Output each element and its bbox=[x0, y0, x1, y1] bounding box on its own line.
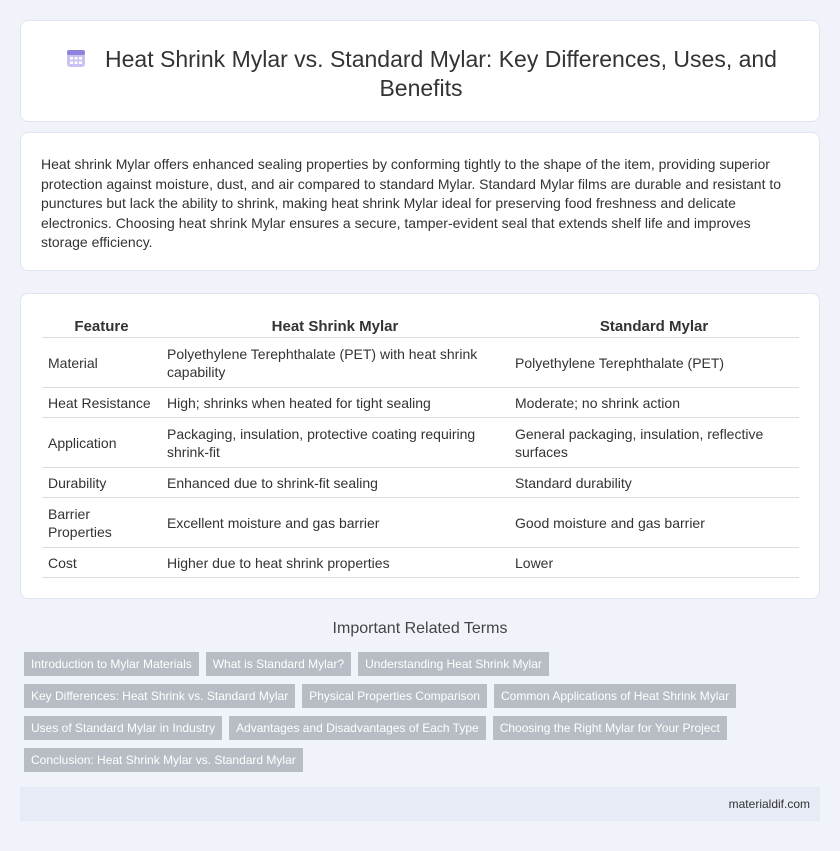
page-title bbox=[21, 45, 821, 103]
related-term-tag[interactable]: Conclusion: Heat Shrink Mylar vs. Standard Mylar bbox=[24, 748, 303, 772]
table-cell: Polyethylene Terephthalate (PET) with heat shrink capability bbox=[161, 338, 509, 388]
table-row bbox=[42, 498, 799, 548]
title-card bbox=[20, 20, 820, 122]
column-header: Heat Shrink Mylar bbox=[161, 315, 509, 338]
table-cell: Polyethylene Terephthalate (PET) bbox=[509, 338, 799, 388]
table-cell: Heat Resistance bbox=[42, 388, 161, 418]
table-cell: Excellent moisture and gas barrier bbox=[161, 498, 509, 548]
table-row bbox=[42, 468, 799, 498]
related-term-tag[interactable]: Advantages and Disadvantages of Each Type bbox=[229, 716, 486, 740]
table-cell: Barrier Properties bbox=[42, 498, 161, 548]
table-cell: Packaging, insulation, protective coating requiring shrink-fit bbox=[161, 418, 509, 468]
column-header: Standard Mylar bbox=[509, 315, 799, 338]
related-term-tag[interactable]: Understanding Heat Shrink Mylar bbox=[358, 652, 549, 676]
related-terms-list bbox=[24, 652, 824, 780]
table-cell: Standard durability bbox=[509, 468, 799, 498]
table-cell: Higher due to heat shrink properties bbox=[161, 548, 509, 578]
table-cell: Material bbox=[42, 338, 161, 388]
table-cell: Cost bbox=[42, 548, 161, 578]
table-row bbox=[42, 548, 799, 578]
table-cell: High; shrinks when heated for tight sealing bbox=[161, 388, 509, 418]
table-cell: Durability bbox=[42, 468, 161, 498]
intro-paragraph: Heat shrink Mylar offers enhanced sealing properties by conforming tightly to the shape of the item, providing superior protection against moisture, dust, and air compared to standard Mylar. Standard Mylar films are durable and resistant to punctures but lack the ability to shrink, making heat shrink Mylar ideal for preserving food freshness and delicate electronics. Choosing heat shrink Mylar ensures a secure, tamper-evident seal that extends shelf life and improves storage efficiency. bbox=[41, 156, 782, 251]
table-cell: Good moisture and gas barrier bbox=[509, 498, 799, 548]
table-header-row bbox=[42, 315, 799, 338]
table-row bbox=[42, 388, 799, 418]
table-cell: Enhanced due to shrink-fit sealing bbox=[161, 468, 509, 498]
table-cell: Application bbox=[42, 418, 161, 468]
table-cell: Moderate; no shrink action bbox=[509, 388, 799, 418]
calendar-icon bbox=[65, 47, 87, 69]
table-row bbox=[42, 418, 799, 468]
table-cell: General packaging, insulation, reflective surfaces bbox=[509, 418, 799, 468]
table-cell: Lower bbox=[509, 548, 799, 578]
column-header: Feature bbox=[42, 315, 161, 338]
related-terms-heading: Important Related Terms bbox=[332, 620, 508, 637]
footer-site-link[interactable]: materialdif.com bbox=[728, 797, 810, 811]
related-term-tag[interactable]: Physical Properties Comparison bbox=[302, 684, 487, 708]
comparison-table bbox=[42, 315, 799, 578]
related-term-tag[interactable]: Choosing the Right Mylar for Your Project bbox=[493, 716, 727, 740]
comparison-card bbox=[20, 293, 820, 599]
footer bbox=[20, 787, 820, 821]
related-term-tag[interactable]: Key Differences: Heat Shrink vs. Standard Mylar bbox=[24, 684, 295, 708]
page-title-text: Heat Shrink Mylar vs. Standard Mylar: Key Differences, Uses, and Benefits bbox=[105, 46, 777, 101]
related-term-tag[interactable]: Common Applications of Heat Shrink Mylar bbox=[494, 684, 736, 708]
related-term-tag[interactable]: Introduction to Mylar Materials bbox=[24, 652, 199, 676]
related-term-tag[interactable]: What is Standard Mylar? bbox=[206, 652, 351, 676]
intro-card bbox=[20, 132, 820, 271]
related-term-tag[interactable]: Uses of Standard Mylar in Industry bbox=[24, 716, 222, 740]
table-row bbox=[42, 338, 799, 388]
